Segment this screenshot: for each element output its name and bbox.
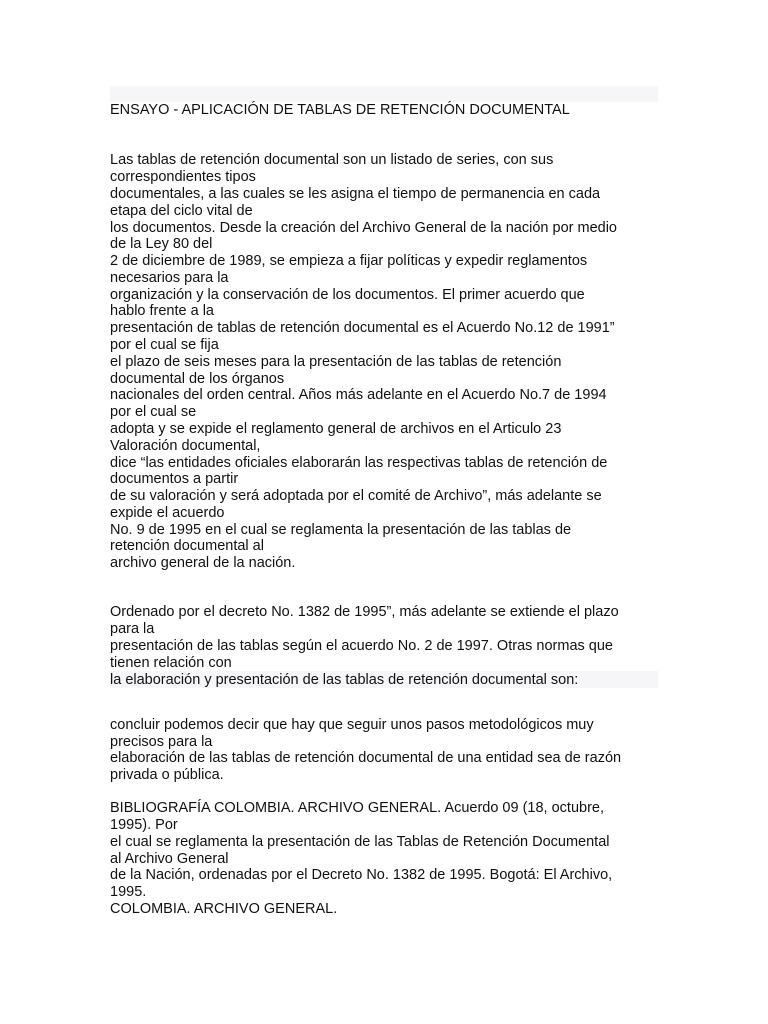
paragraph-3-line: concluir podemos decir que hay que seguir unos pasos metodológicos muy: [110, 717, 594, 733]
paragraph-2-line: tienen relación con: [110, 655, 232, 671]
highlight-band-top: [110, 86, 658, 102]
paragraph-1-line: No. 9 de 1995 en el cual se reglamenta la presentación de las tablas de: [110, 522, 572, 538]
paragraph-1-line: de su valoración y será adoptada por el comité de Archivo”, más adelante se: [110, 488, 602, 504]
bibliography-line: 1995). Por: [110, 817, 178, 833]
paragraph-1-line: documentos a partir: [110, 471, 239, 487]
paragraph-1-line: etapa del ciclo vital de: [110, 203, 253, 219]
document-title: ENSAYO - APLICACIÓN DE TABLAS DE RETENCIÓN DOCUMENTAL: [110, 102, 570, 118]
paragraph-1-line: por el cual se fija: [110, 337, 219, 353]
paragraph-1-line: expide el acuerdo: [110, 505, 225, 521]
paragraph-2-line: Ordenado por el decreto No. 1382 de 1995”, más adelante se extiende el plazo: [110, 604, 619, 620]
paragraph-1-line: el plazo de seis meses para la presentación de las tablas de retención: [110, 354, 562, 370]
paragraph-1-line: presentación de tablas de retención documental es el Acuerdo No.12 de 1991”: [110, 320, 615, 336]
bibliography-line: 1995.: [110, 884, 147, 900]
paragraph-1-line: documentales, a las cuales se les asigna el tiempo de permanencia en cada: [110, 186, 601, 202]
paragraph-1-line: adopta y se expide el reglamento general de archivos en el Articulo 23: [110, 421, 562, 437]
paragraph-1-line: los documentos. Desde la creación del Archivo General de la nación por medio: [110, 220, 617, 236]
paragraph-1-line: Las tablas de retención documental son un listado de series, con sus: [110, 152, 554, 168]
paragraph-1-line: archivo general de la nación.: [110, 555, 296, 571]
paragraph-2-line: para la: [110, 621, 155, 637]
bibliography-line: COLOMBIA. ARCHIVO GENERAL.: [110, 901, 338, 917]
paragraph-2-line: presentación de las tablas según el acuerdo No. 2 de 1997. Otras normas que: [110, 638, 613, 654]
paragraph-1-line: por el cual se: [110, 404, 197, 420]
paragraph-2-line: la elaboración y presentación de las tablas de retención documental son:: [110, 672, 579, 688]
paragraph-1-line: documental de los órganos: [110, 371, 285, 387]
paragraph-1-line: Valoración documental,: [110, 438, 261, 454]
paragraph-1-line: correspondientes tipos: [110, 169, 256, 185]
paragraph-3-line: privada o pública.: [110, 767, 224, 783]
paragraph-1-line: necesarios para la: [110, 270, 229, 286]
bibliography-line: de la Nación, ordenadas por el Decreto No. 1382 de 1995. Bogotá: El Archivo,: [110, 867, 613, 883]
paragraph-3-line: elaboración de las tablas de retención documental de una entidad sea de razón: [110, 750, 622, 766]
paragraph-3-line: precisos para la: [110, 734, 213, 750]
paragraph-1-line: retención documental al: [110, 538, 264, 554]
bibliography-line: al Archivo General: [110, 851, 229, 867]
paragraph-1-line: nacionales del orden central. Años más adelante en el Acuerdo No.7 de 1994: [110, 387, 607, 403]
paragraph-1-line: de la Ley 80 del: [110, 236, 213, 252]
paragraph-1-line: dice “las entidades oficiales elaborarán las respectivas tablas de retención de: [110, 455, 608, 471]
paragraph-1-line: 2 de diciembre de 1989, se empieza a fijar políticas y expedir reglamentos: [110, 253, 588, 269]
paragraph-1-line: hablo frente a la: [110, 303, 214, 319]
paragraph-1-line: organización y la conservación de los documentos. El primer acuerdo que: [110, 287, 585, 303]
bibliography-line: BIBLIOGRAFÍA COLOMBIA. ARCHIVO GENERAL. Acuerdo 09 (18, octubre,: [110, 800, 604, 816]
bibliography-line: el cual se reglamenta la presentación de las Tablas de Retención Documental: [110, 834, 610, 850]
